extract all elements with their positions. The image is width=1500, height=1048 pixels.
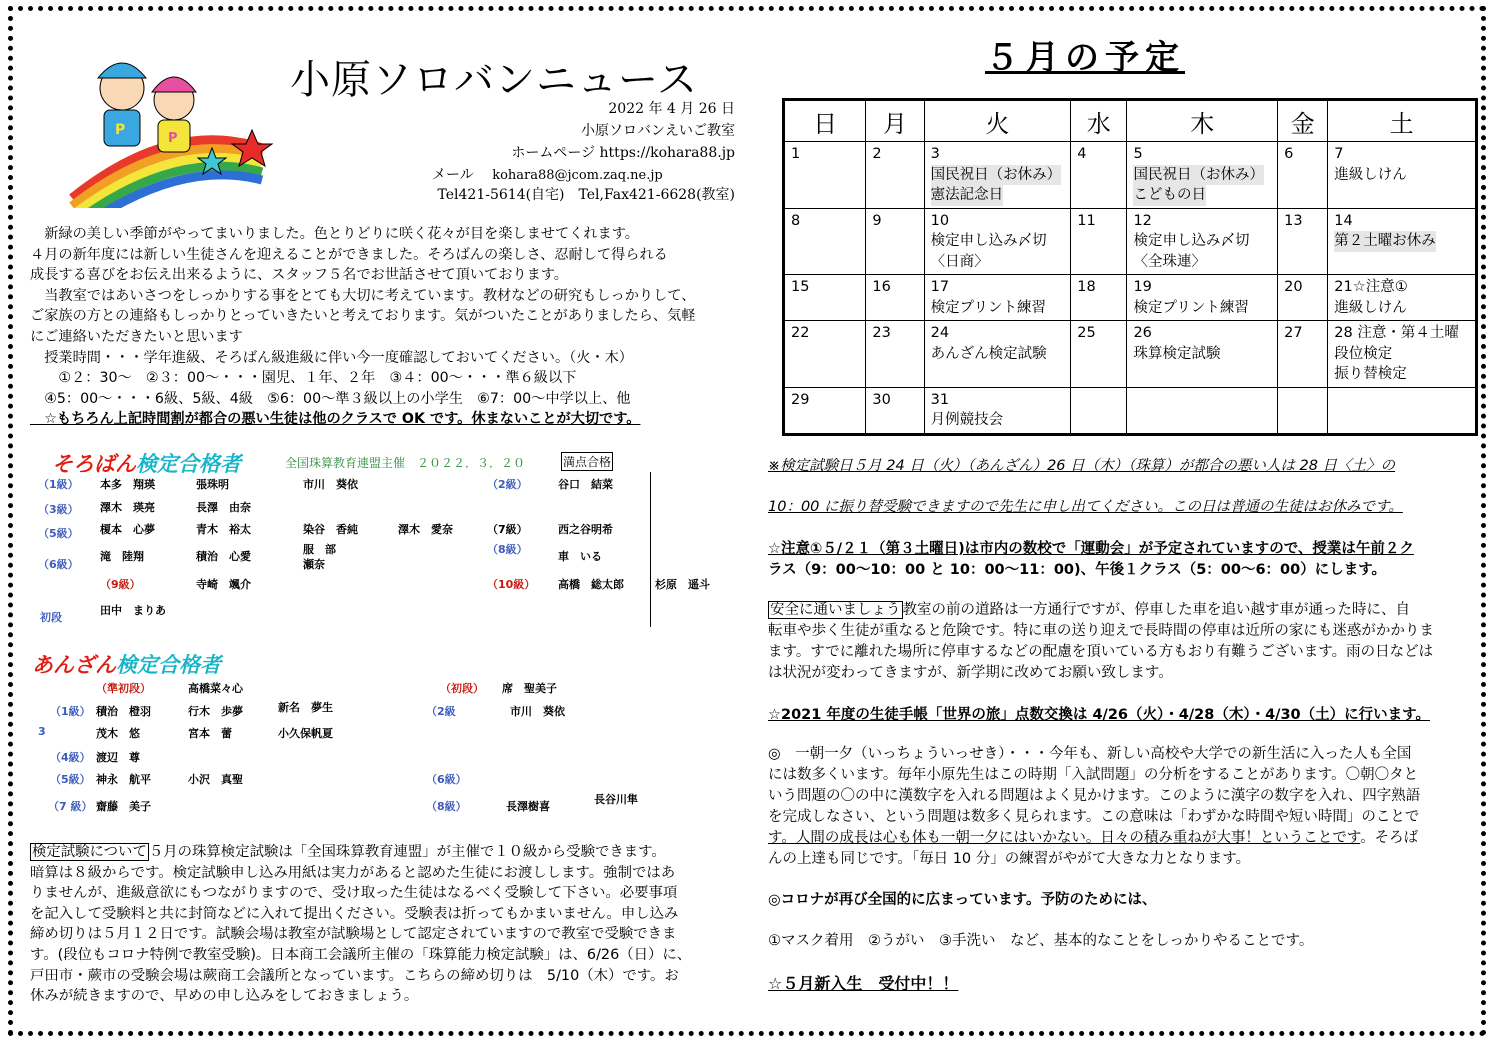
anzan-heading-a: あんざん — [32, 653, 116, 677]
ichicho-underlined: す。人間の成長は心も体も一朝一夕にはいかない。日々の積み重ねが大事！ということです — [768, 830, 1361, 846]
event-label: 検定申し込み〆切 — [1133, 233, 1250, 249]
intro-line: 新緑の美しい季節がやってまいりました。色とりどりに咲く花々が目を楽しませてくれます。 — [30, 226, 639, 242]
caution-line-2: ラス（9：00～10：00 と 10：00～11：00)、午後１クラス（5：00～6：00）にします。 — [768, 562, 1387, 578]
event-label: 〈全珠連〉 — [1133, 253, 1206, 270]
kentei-label: 検定試験について — [32, 844, 147, 860]
student-name: 高橋菜々心 — [188, 682, 243, 695]
event-label: 〈日商〉 — [930, 253, 989, 270]
student-name: 澤木 瑛亮 — [100, 501, 155, 514]
student-name: 長谷川隼 — [594, 793, 638, 806]
furikae-line-2: 10：00 に振り替受験できますので先生に申し出てください。この日は普通の生徒はお休みです。 — [768, 499, 1403, 515]
day-number: 25 — [1077, 325, 1096, 341]
event-label: 段位検定 — [1334, 345, 1393, 362]
grade-label: （2級） — [487, 478, 528, 491]
corona-tips: ①マスク着用 ②うがい ③手洗い など、基本的なことをしっかりやることです。 — [768, 933, 1314, 949]
calendar-week-row — [784, 275, 1477, 321]
day-number: 13 — [1284, 212, 1303, 229]
day-number: 1 — [791, 146, 801, 162]
caution-line-1: ☆注意①５/２１（第３土曜日)は市内の数校で「運動会」が予定されていますので、授業は午前２ク — [768, 541, 1414, 557]
kentei-line: す。(段位もコロナ特例で教室受験)。日本商工会議所主催の「珠算能力検定試験」は、6/26（日）に、 — [30, 946, 692, 963]
grade-label: （7 級） — [48, 800, 93, 813]
calendar-day-cell — [784, 387, 866, 434]
intro-line: 当教室ではあいさつをしっかりする事をとても大切に考えています。教材などの研究もしっかりして、 — [30, 287, 696, 304]
mail-line — [432, 164, 663, 184]
intro-line: ④5：00～・・・6級、5級、4級 ⑤6：00～準３級以上の小学生 ⑥7：00～中学以上、他 — [30, 390, 631, 407]
grade-label: （6級） — [38, 558, 79, 571]
anzan-heading — [32, 649, 221, 679]
calendar-day-cell — [1127, 208, 1278, 275]
homepage-url[interactable]: ホームページ https://kohara88.jp — [511, 145, 735, 161]
calendar-day-cell — [1328, 208, 1477, 275]
student-name: 小沢 真聖 — [188, 773, 243, 786]
school-name: 小原ソロバンえいご教室 — [581, 123, 735, 139]
weekday-header: 金 — [1278, 100, 1328, 142]
day-number: 19 — [1133, 279, 1152, 295]
grade-label: （2級 — [426, 705, 456, 718]
student-name: 新名 夢生 — [278, 701, 333, 714]
event-label: 憲法記念日 — [931, 185, 1004, 206]
calendar-day-cell — [1278, 387, 1328, 434]
intro-line: 授業時間・・・学年進級、そろばん級進級に伴い今一度確認しておいてください。（火・木） — [30, 349, 633, 366]
day-number: 18 — [1077, 279, 1096, 295]
event-label: こどもの日 — [1133, 185, 1206, 206]
calendar-day-cell — [1071, 275, 1127, 321]
student-name: 齋藤 美子 — [96, 800, 151, 813]
grade-label: （1級） — [38, 478, 79, 491]
calendar-day-cell — [1071, 208, 1127, 275]
techo-note: ☆2021 年度の生徒手帳「世界の旅」点数交換は 4/26（火）・4/28（木）・4/30（土）に行います。 — [768, 707, 1430, 723]
day-number: 16 — [872, 279, 891, 295]
calendar-day-cell — [924, 142, 1071, 209]
day-number: 2 — [872, 146, 882, 162]
ichicho-line: いう問題の〇の中に漢数字を入れる問題はよく見かけます。このように漢字の数字を入れ、四字熟語 — [768, 788, 1421, 804]
weekday-header: 木 — [1127, 100, 1278, 142]
day-number: 17 — [930, 279, 950, 295]
svg-text:P: P — [168, 131, 178, 146]
day-number: 31 — [930, 391, 950, 408]
safety-note — [768, 600, 1434, 684]
student-name: 滝 陸翔 — [100, 550, 144, 563]
grade-label: （8級） — [487, 543, 528, 556]
weekday-header: 水 — [1071, 100, 1127, 142]
grade-label: （8級） — [426, 800, 467, 813]
day-number: 22 — [791, 325, 810, 341]
calendar-day-cell — [1278, 142, 1328, 209]
event-label: 進級しけん — [1334, 166, 1407, 183]
perfect-score-label: 満点合格 — [561, 452, 613, 471]
corona-note: ◎コロナが再び全国的に広まっています。予防のためには、 — [768, 892, 1157, 908]
student-name: 積治 心愛 — [196, 550, 251, 563]
safety-line: 転車や歩く生徒が重なると危険です。特に車の送り迎えで長時間の停車は近所の家にも迷惑がかかりま — [768, 623, 1434, 639]
mail-label: メール — [432, 167, 474, 183]
calendar-day-cell — [1278, 208, 1328, 275]
student-name: 市川 葵依 — [303, 478, 358, 491]
grade-label: （9級） — [100, 578, 141, 591]
schedule-title: ５月の予定 — [985, 38, 1185, 78]
grade-label: 初段 — [40, 611, 62, 624]
student-name: 渡辺 尊 — [96, 751, 140, 764]
ichicho-line: ◎ 一朝一夕（いっちょういっせき）・・・今年も、新しい高校や大学での新生活に入った人も全国 — [768, 746, 1412, 762]
day-number: 21☆注意① — [1334, 279, 1408, 295]
calendar-day-cell — [1328, 142, 1477, 209]
student-name: 長澤樹喜 — [506, 800, 550, 813]
calendar-day-cell — [784, 142, 866, 209]
day-number: 5 — [1133, 146, 1143, 162]
student-name: 澤木 愛奈 — [398, 523, 453, 536]
calendar-day-cell — [866, 387, 924, 434]
calendar-day-cell — [924, 321, 1071, 388]
calendar-body — [784, 142, 1477, 435]
kentei-line: 暗算は８級からです。検定試験申し込み用紙は実力があると認めた生徒にお渡しします。強制ではあ — [30, 864, 676, 881]
grade-label: （5級） — [50, 773, 91, 786]
event-label: あんざん検定試験 — [930, 345, 1047, 362]
day-number: 8 — [791, 212, 801, 229]
calendar-day-cell — [924, 387, 1071, 434]
kentei-line: 締め切りは５月１２日です。試験会場は教室が試験場として認定されていますので教室で受験できま — [30, 926, 677, 943]
intro-line: にご連絡いただきたいと思います — [30, 328, 243, 345]
svg-text:P: P — [115, 122, 126, 138]
calendar-day-cell — [866, 142, 924, 209]
calendar-day-cell — [1328, 321, 1477, 388]
day-number: 20 — [1284, 279, 1303, 295]
student-name: 西之谷明希 — [558, 523, 613, 536]
calendar-day-cell — [784, 275, 866, 321]
event-label: 珠算検定試験 — [1133, 345, 1221, 362]
ichicho-line: んの上達も同じです。「毎日 10 分」の練習がやがて大きな力となります。 — [768, 851, 1251, 867]
student-name: 榎本 心夢 — [100, 523, 155, 536]
student-name: 染谷 香純 — [303, 523, 358, 536]
calendar-week-row — [784, 387, 1477, 434]
calendar-day-cell — [784, 321, 866, 388]
student-name: 青木 裕太 — [196, 523, 251, 536]
ichicho-note — [768, 744, 1420, 870]
student-name: 車 いる — [558, 550, 602, 563]
student-name: 高橋 総太郎 — [558, 578, 624, 591]
weekday-header: 土 — [1328, 100, 1477, 142]
calendar-day-cell — [1278, 275, 1328, 321]
kentei-line: りませんが、進級意欲にもつながりますので、受け取った生徒はなるべく受験して下さい。必要事項 — [30, 885, 678, 902]
student-name: 宮本 蕾 — [188, 727, 232, 740]
calendar-day-cell — [1071, 387, 1127, 434]
student-name: 積治 橙羽 — [96, 705, 151, 718]
student-name: 神永 航平 — [96, 773, 151, 786]
student-name: 市川 葵依 — [510, 705, 565, 718]
day-number: 24 — [930, 325, 950, 341]
calendar-day-cell — [1071, 142, 1127, 209]
caution-note — [768, 539, 1414, 581]
day-number: 10 — [930, 212, 950, 229]
grade-label: （準初段） — [96, 682, 151, 695]
newsletter-title: 小原ソロバンニュース — [290, 57, 698, 103]
day-number: 12 — [1133, 212, 1152, 229]
phone-numbers: Tel421-5614(自宅) Tel,Fax421-6628(教室) — [437, 187, 735, 203]
kentei-line: 休みが続きますので、早めの申し込みをしておきましょう。 — [30, 988, 419, 1005]
day-number: 28 注意・第４土曜 — [1334, 325, 1459, 341]
day-number: 4 — [1077, 146, 1087, 162]
day-number: 15 — [791, 279, 810, 295]
safety-line: は状況が変わってきますが、新学期に改めてお願い致します。 — [768, 665, 1173, 681]
weekday-header: 日 — [784, 100, 866, 142]
kentei-line: を記入して受験料と共に封筒などに入れて提出ください。受験表は折ってもかまいません。申し込み — [30, 905, 679, 922]
student-name: 谷口 結菜 — [558, 478, 613, 491]
grade-label: 3 — [38, 725, 46, 738]
student-name: 服 部 — [303, 543, 336, 556]
results-divider — [650, 472, 651, 627]
event-label: 月例競技会 — [930, 412, 1004, 428]
calendar-day-cell — [784, 208, 866, 275]
kentei-section — [30, 842, 691, 1007]
day-number: 14 — [1334, 212, 1353, 229]
issue-date: 2022 年 4 月 26 日 — [608, 101, 735, 117]
day-number: 11 — [1077, 212, 1096, 229]
calendar-week-row — [784, 208, 1477, 275]
calendar-day-cell — [1127, 387, 1278, 434]
weekday-header: 火 — [924, 100, 1071, 142]
kentei-line: 戸田市・蕨市の受験会場は蕨商工会議所となっています。こちらの締め切りは 5/10（木）です。お — [30, 967, 679, 984]
calendar-week-row — [784, 321, 1477, 388]
student-name: 小久保帆夏 — [278, 727, 333, 740]
event-label: 国民祝日（お休み） — [931, 165, 1062, 186]
grade-label: （6級） — [426, 773, 467, 786]
day-number: 9 — [872, 212, 882, 229]
calendar-day-cell — [866, 208, 924, 275]
kentei-line: ５月の珠算検定試験は「全国珠算教育連盟」が主催で１０級から受験できます。 — [148, 844, 666, 860]
event-label: 検定申し込み〆切 — [930, 233, 1047, 249]
safety-line: ます。すでに離れた場所に停車するなどの配慮を頂いている方もおり有難うございます。雨の日などは — [768, 644, 1434, 660]
calendar-day-cell — [1328, 275, 1477, 321]
soroban-heading — [52, 448, 241, 478]
safety-line: 教室の前の道路は一方通行ですが、停車した車を追い越す車が通った時に、自 — [902, 602, 1410, 618]
ichicho-tail: 。そろば — [1360, 830, 1419, 846]
intro-line: 成長する喜びをお伝え出来るように、スタッフ５名でお世話させて頂いております。 — [30, 267, 568, 284]
calendar-day-cell — [866, 321, 924, 388]
grade-label: （初段） — [440, 682, 484, 695]
ichicho-line: を完成しなさい、という問題は数多く見られます。この意味は「わずかな時間や短い時間」のことで — [768, 809, 1420, 825]
day-number: 6 — [1284, 146, 1294, 162]
furikae-line-1: ※検定試験日５月 24 日（火）（あんざん）26 日（木）（珠算）が都合の悪い人は 28 日〈土〉の — [768, 458, 1396, 474]
day-number: 30 — [872, 391, 891, 408]
calendar-day-cell — [1127, 142, 1278, 209]
student-name: （7級） — [487, 523, 528, 536]
intro-line: ①２：30～ ②３：00～・・・園児、１年、２年 ③４：00～・・・準６級以下 — [30, 370, 577, 387]
intro-note: ☆もちろん上記時間割が都合の悪い生徒は他のクラスで OK です。休まないことが大切です。 — [30, 411, 641, 428]
intro-line: ４月の新年度には新しい生徒さんを迎えることができました。そろばんの楽しさ、忍耐して得られる — [30, 246, 668, 263]
calendar-day-cell — [1127, 275, 1278, 321]
soroban-heading-a: そろばん — [52, 452, 136, 476]
day-number: 23 — [872, 325, 891, 341]
calendar-header-row — [784, 100, 1477, 142]
grade-label: （5級） — [38, 527, 79, 540]
day-number: 27 — [1284, 325, 1303, 341]
grade-label: （1級） — [50, 705, 91, 718]
calendar-day-cell — [866, 275, 924, 321]
student-name: 席 聖美子 — [502, 682, 557, 695]
calendar-day-cell — [1127, 321, 1278, 388]
calendar-day-cell — [1278, 321, 1328, 388]
anzan-heading-b: 検定合格者 — [116, 653, 221, 677]
student-name: 寺崎 颯介 — [196, 578, 251, 591]
intro-line: ご家族の方との連絡もしっかりとっていきたいと考えております。気がついたことがありましたら、気軽 — [30, 308, 696, 325]
student-name: 杉原 遥斗 — [655, 578, 710, 591]
new-student-notice: ☆５月新入生 受付中！！ — [768, 974, 959, 993]
day-number: 3 — [930, 146, 940, 162]
event-label: 検定プリント練習 — [930, 299, 1047, 316]
student-name: 田中 まりあ — [100, 604, 166, 617]
kids-rainbow-illustration — [62, 48, 274, 208]
soroban-organizer: 全国珠算教育連盟主催 ２０２２．３．２０ — [285, 456, 526, 470]
may-calendar — [782, 98, 1478, 436]
soroban-heading-b: 検定合格者 — [136, 452, 241, 476]
weekday-header: 月 — [866, 100, 924, 142]
day-number: 7 — [1334, 146, 1344, 162]
grade-label: （4級） — [50, 751, 91, 764]
student-name: 茂木 悠 — [96, 727, 140, 740]
event-label: 検定プリント練習 — [1133, 299, 1249, 316]
mail-address[interactable]: kohara88@jcom.zaq.ne.jp — [492, 168, 663, 183]
day-number: 26 — [1133, 325, 1152, 341]
day-number: 29 — [791, 391, 810, 408]
student-name: 張珠明 — [196, 478, 229, 491]
event-label: 国民祝日（お休み） — [1133, 165, 1264, 186]
student-name: 本多 翔瑛 — [100, 478, 155, 491]
student-name: 瀬奈 — [303, 558, 325, 571]
calendar-day-cell — [1328, 387, 1477, 434]
calendar-week-row — [784, 142, 1477, 209]
student-name: 長澤 由奈 — [196, 501, 251, 514]
event-label: 第２土曜お休み — [1334, 231, 1436, 252]
ichicho-line: には数多くいます。毎年小原先生はこの時期「入試問題」の分析をすることがあります。〇朝〇タと — [768, 767, 1419, 783]
event-label: 振り替検定 — [1334, 366, 1407, 382]
calendar-day-cell — [1071, 321, 1127, 388]
intro-text — [30, 224, 695, 430]
event-label: 進級しけん — [1334, 299, 1407, 316]
student-name: 行木 歩夢 — [188, 705, 243, 718]
safety-label: 安全に通いましょう — [770, 602, 901, 618]
grade-label: （10級） — [487, 578, 536, 591]
calendar-day-cell — [924, 275, 1071, 321]
calendar-day-cell — [924, 208, 1071, 275]
grade-label: （3級） — [38, 503, 79, 516]
